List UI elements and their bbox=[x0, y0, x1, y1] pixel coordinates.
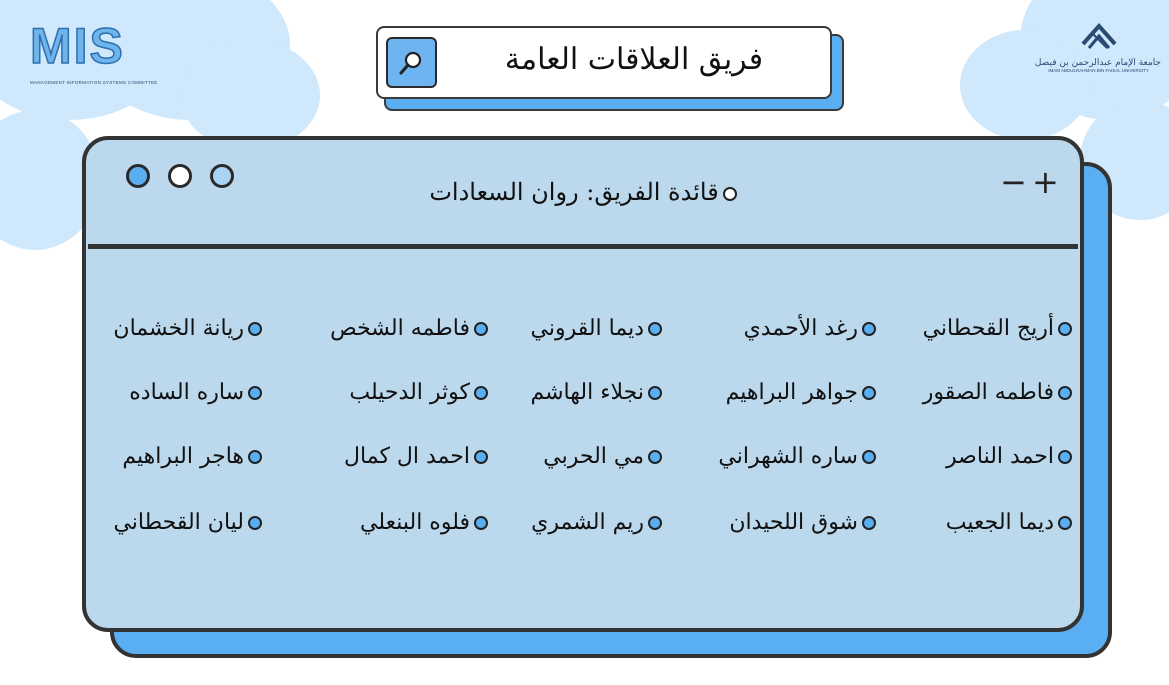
maximize-icon[interactable]: + bbox=[1032, 163, 1059, 201]
bullet-icon bbox=[474, 516, 488, 530]
bullet-icon bbox=[248, 450, 262, 464]
bullet-icon bbox=[248, 386, 262, 400]
member-name: ريانة الخشمان bbox=[82, 316, 262, 341]
member-name: احمد ال كمال bbox=[308, 444, 488, 469]
member-name: احمد الناصر bbox=[892, 444, 1072, 469]
search-button[interactable] bbox=[386, 37, 437, 88]
member-name: ديما القروني bbox=[482, 316, 662, 341]
member-name: شوق اللحيدان bbox=[696, 510, 876, 535]
mis-logo-letters: MIS bbox=[30, 18, 125, 74]
bullet-icon bbox=[1058, 322, 1072, 336]
search-icon bbox=[398, 49, 426, 77]
bullet-icon bbox=[723, 187, 737, 201]
bullet-icon bbox=[648, 386, 662, 400]
university-name-ar: جامعة الإمام عبدالرحمن بن فيصل bbox=[1034, 58, 1161, 68]
bullet-icon bbox=[1058, 386, 1072, 400]
university-name-en: IMAM ABDULRAHMAN BIN FAISAL UNIVERSITY bbox=[1048, 68, 1149, 73]
bullet-icon bbox=[248, 322, 262, 336]
background-blob bbox=[180, 40, 320, 150]
member-name: ساره الشهراني bbox=[696, 444, 876, 469]
bullet-icon bbox=[862, 450, 876, 464]
member-name: نجلاء الهاشم bbox=[482, 380, 662, 405]
university-emblem-icon bbox=[1077, 20, 1121, 54]
bullet-icon bbox=[474, 322, 488, 336]
bullet-icon bbox=[248, 516, 262, 530]
team-leader-label: قائدة الفريق: روان السعادات bbox=[429, 178, 719, 206]
member-name: أريج القحطاني bbox=[892, 316, 1072, 341]
member-name: مي الحربي bbox=[482, 444, 662, 469]
bullet-icon bbox=[474, 386, 488, 400]
member-name: فاطمه الصقور bbox=[892, 380, 1072, 405]
bullet-icon bbox=[1058, 516, 1072, 530]
window-divider bbox=[88, 244, 1078, 249]
minimize-icon[interactable]: − bbox=[1000, 163, 1027, 201]
bullet-icon bbox=[648, 516, 662, 530]
member-name: ريم الشمري bbox=[482, 510, 662, 535]
bullet-icon bbox=[862, 322, 876, 336]
mis-logo bbox=[30, 18, 165, 93]
member-name: رغد الأحمدي bbox=[696, 316, 876, 341]
member-name: كوثر الدحيلب bbox=[308, 380, 488, 405]
member-name: ليان القحطاني bbox=[82, 510, 262, 535]
team-leader bbox=[86, 178, 1080, 206]
bullet-icon bbox=[648, 450, 662, 464]
bullet-icon bbox=[862, 386, 876, 400]
title-search-bar bbox=[376, 26, 832, 99]
member-name: فاطمه الشخص bbox=[308, 316, 488, 341]
bullet-icon bbox=[474, 450, 488, 464]
member-name: ساره الساده bbox=[82, 380, 262, 405]
team-window bbox=[82, 136, 1084, 632]
member-name: هاجر البراهيم bbox=[82, 444, 262, 469]
page-title: فريق العلاقات العامة bbox=[504, 42, 764, 77]
university-logo bbox=[1036, 20, 1161, 80]
bullet-icon bbox=[1058, 450, 1072, 464]
member-name: جواهر البراهيم bbox=[696, 380, 876, 405]
bullet-icon bbox=[862, 516, 876, 530]
bullet-icon bbox=[648, 322, 662, 336]
member-name: فلوه البنعلي bbox=[308, 510, 488, 535]
member-name: ديما الجعيب bbox=[892, 510, 1072, 535]
mis-logo-subtitle: MANAGEMENT INFORMATION SYSTEMS COMMITTEE bbox=[30, 80, 158, 85]
